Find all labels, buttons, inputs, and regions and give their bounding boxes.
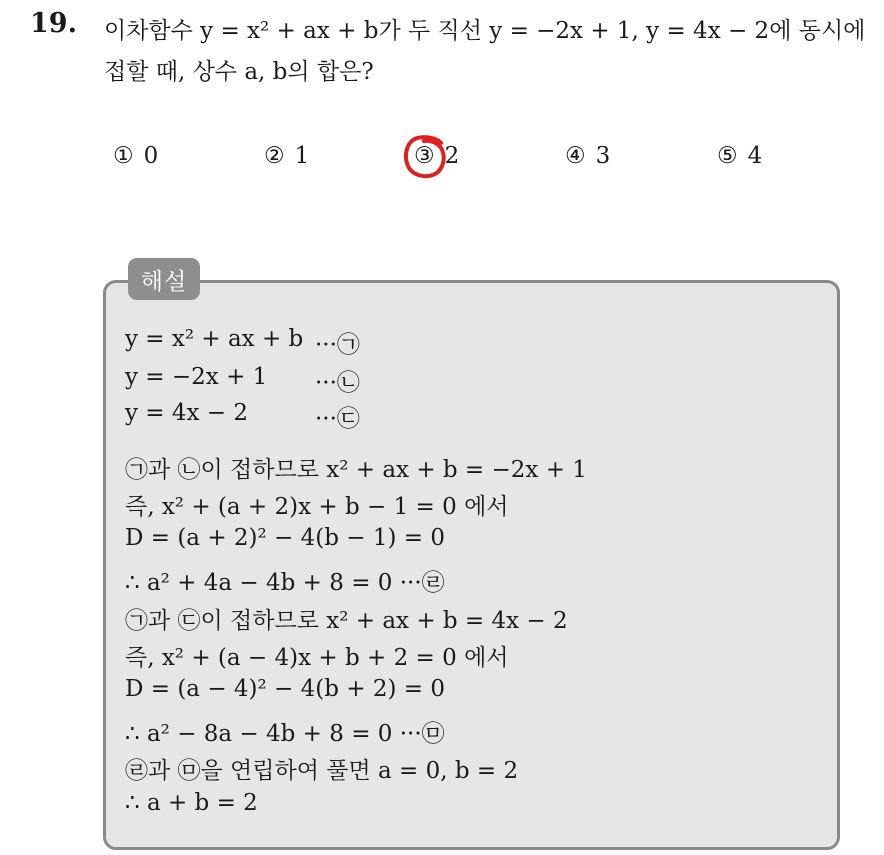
- equation-expression: y = −2x + 1: [125, 364, 268, 390]
- choice-number: ③: [414, 143, 435, 169]
- solution-step: 즉, x² + (a − 4)x + b + 2 = 0 에서: [125, 645, 509, 671]
- question-text-line-1: 이차함수 y = x² + ax + b가 두 직선 y = −2x + 1, y = 4x − 2에 동시에: [104, 18, 866, 44]
- solution-step: ∴ a² + 4a − 4b + 8 = 0 ···㉣: [125, 570, 445, 596]
- solution-step: ㉣과 ㉤을 연립하여 풀면 a = 0, b = 2: [125, 758, 519, 784]
- question-text-line-2: 접할 때, 상수 a, b의 합은?: [104, 59, 374, 85]
- choice-value: 1: [294, 143, 310, 169]
- solution-step: D = (a − 4)² − 4(b + 2) = 0: [125, 676, 445, 702]
- choice-number: ⑤: [717, 143, 738, 169]
- choice-number: ①: [113, 143, 134, 169]
- solution-step: ㉠과 ㉢이 접하므로 x² + ax + b = 4x − 2: [125, 608, 568, 634]
- choice-5[interactable]: [717, 143, 762, 169]
- equation-tag: ···㉠: [315, 332, 360, 358]
- choice-4[interactable]: [565, 143, 610, 169]
- solution-step: ∴ a² − 8a − 4b + 8 = 0 ···㉤: [125, 721, 445, 747]
- choice-number: ②: [264, 143, 285, 169]
- choice-number: ④: [565, 143, 586, 169]
- choice-value: 0: [143, 143, 159, 169]
- solution-equation-2: [125, 364, 360, 396]
- choice-value: 3: [595, 143, 611, 169]
- choice-2[interactable]: [264, 143, 309, 169]
- solution-step: ㉠과 ㉡이 접하므로 x² + ax + b = −2x + 1: [125, 457, 587, 483]
- answer-mark-circle-icon: [403, 134, 447, 180]
- equation-tag: ···㉡: [315, 370, 360, 396]
- equation-tag: ···㉢: [315, 406, 360, 432]
- solution-equation-1: [125, 326, 360, 358]
- choice-1[interactable]: [113, 143, 158, 169]
- equation-expression: y = 4x − 2: [125, 400, 249, 426]
- solution-title: 해설: [140, 268, 188, 295]
- solution-step: ∴ a + b = 2: [125, 790, 258, 816]
- choice-value: 4: [747, 143, 763, 169]
- solution-title-tab: [128, 258, 200, 300]
- choice-value: 2: [444, 143, 460, 169]
- question-number: 19.: [30, 8, 77, 39]
- solution-equation-3: [125, 400, 360, 432]
- equation-expression: y = x² + ax + b: [125, 326, 304, 352]
- solution-step: 즉, x² + (a + 2)x + b − 1 = 0 에서: [125, 494, 509, 520]
- solution-step: D = (a + 2)² − 4(b − 1) = 0: [125, 525, 445, 551]
